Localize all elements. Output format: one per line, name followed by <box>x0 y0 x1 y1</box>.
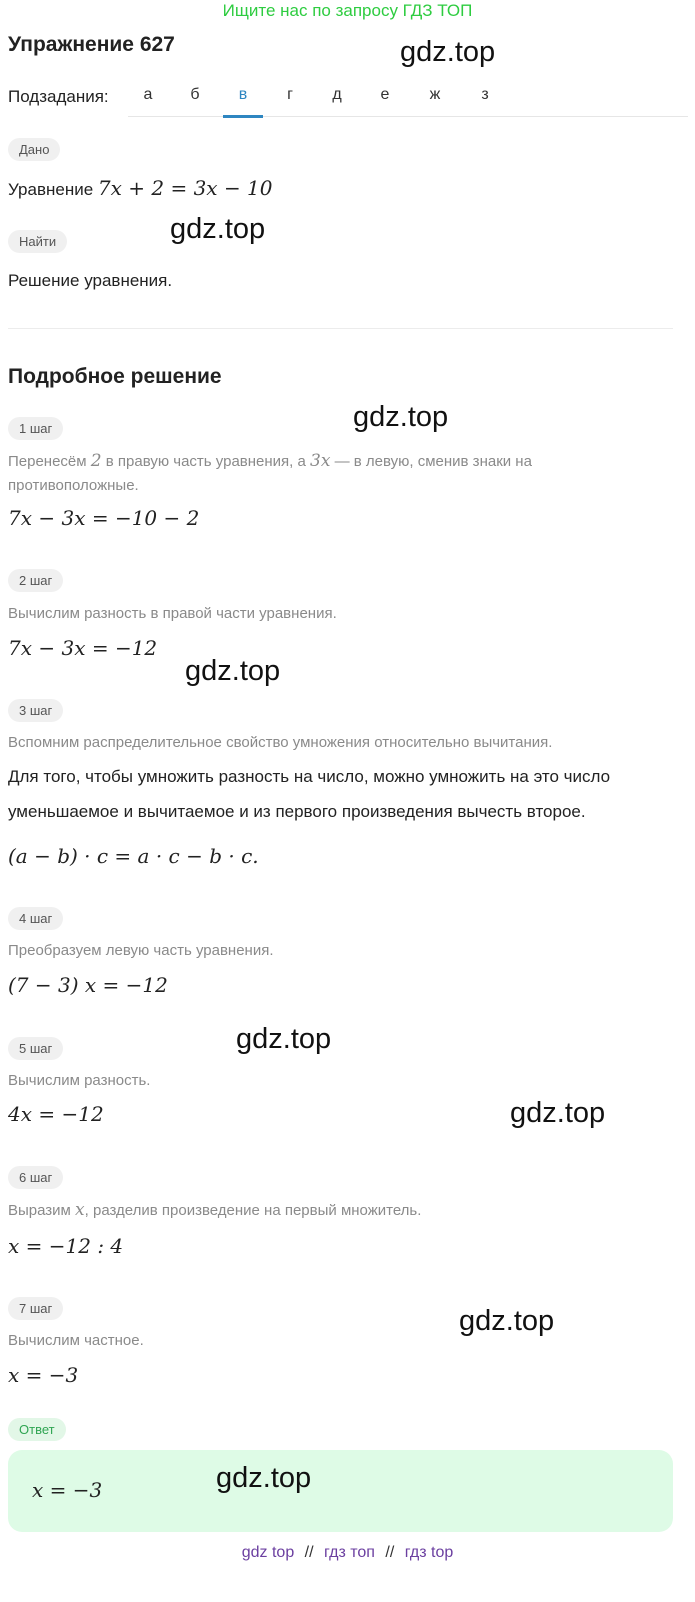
step-4-desc: Преобразуем левую часть уравнения. <box>8 942 274 959</box>
promo-banner: Ищите нас по запросу ГДЗ ТОП <box>222 1 473 20</box>
tab-z[interactable]: з <box>481 86 489 103</box>
tab-a[interactable]: а <box>143 86 153 103</box>
step-1-desc-d: противоположные. <box>8 477 139 494</box>
watermark: gdz.top <box>170 213 266 245</box>
step-3-equation: (a − b) · c = a · c − b · c. <box>8 844 259 868</box>
watermark: gdz.top <box>459 1305 555 1337</box>
subtasks-label: Подзадания: <box>8 87 109 106</box>
footer-separator: // <box>304 1544 314 1561</box>
step-1-equation: 7x − 3x = −10 − 2 <box>8 506 200 530</box>
tab-zh[interactable]: ж <box>429 86 441 103</box>
step-1-pill: 1 шаг <box>8 417 63 440</box>
watermark: gdz.top <box>400 36 496 68</box>
step-6-pill: 6 шаг <box>8 1166 63 1189</box>
step-1-desc-c: — в левую, сменив знаки на <box>334 453 532 470</box>
subtask-tabs <box>128 80 688 117</box>
watermark: gdz.top <box>185 655 281 687</box>
watermark: gdz.top <box>216 1462 312 1494</box>
tab-e[interactable]: е <box>380 86 390 103</box>
step-3-rule-line-1: Для того, чтобы умножить разность на число, можно умножить на это число <box>8 767 611 786</box>
watermark: gdz.top <box>510 1097 606 1129</box>
step-7-desc: Вычислим частное. <box>8 1332 144 1349</box>
footer-links <box>0 1544 695 1562</box>
step-7-equation: x = −3 <box>8 1363 79 1387</box>
step-3-desc: Вспомним распределительное свойство умножения относительно вычитания. <box>8 734 553 751</box>
footer-separator: // <box>385 1544 395 1561</box>
tab-v[interactable]: в <box>223 86 263 118</box>
answer-equation: x = −3 <box>32 1478 103 1502</box>
given-pill: Дано <box>8 138 60 161</box>
solution-title: Подробное решение <box>8 365 222 388</box>
answer-pill: Ответ <box>8 1418 66 1441</box>
watermark: gdz.top <box>236 1023 332 1055</box>
step-1-desc-b: в правую часть уравнения, а <box>105 453 306 470</box>
step-6-desc-a: Выразим <box>8 1202 71 1219</box>
given-statement <box>8 176 273 200</box>
step-3-pill: 3 шаг <box>8 699 63 722</box>
find-text: Решение уравнения. <box>8 271 173 290</box>
section-divider <box>8 328 673 329</box>
step-1-desc <box>8 449 678 498</box>
step-4-pill: 4 шаг <box>8 907 63 930</box>
step-2-equation: 7x − 3x = −12 <box>8 636 158 660</box>
tab-b[interactable]: б <box>190 86 200 103</box>
step-3-rule-line-2: уменьшаемое и вычитаемое и из первого произведения вычесть второе. <box>8 802 586 821</box>
given-equation: 7x + 2 = 3x − 10 <box>97 176 273 200</box>
given-text: Уравнение <box>8 180 94 199</box>
step-4-equation: (7 − 3) x = −12 <box>8 973 168 997</box>
step-5-pill: 5 шаг <box>8 1037 63 1060</box>
step-6-desc <box>8 1198 421 1223</box>
step-6-var: x <box>75 1200 85 1220</box>
step-2-desc: Вычислим разность в правой части уравнения. <box>8 605 337 622</box>
step-1-term: 3x <box>310 451 331 471</box>
step-6-desc-b: , разделив произведение на первый множитель. <box>84 1202 422 1219</box>
step-7-pill: 7 шаг <box>8 1297 63 1320</box>
step-5-desc: Вычислим разность. <box>8 1072 151 1089</box>
tab-g[interactable]: г <box>287 86 293 103</box>
step-1-num: 2 <box>90 451 102 471</box>
page-title: Упражнение 627 <box>8 33 175 56</box>
watermark: gdz.top <box>353 401 449 433</box>
answer-box <box>8 1450 673 1532</box>
find-pill: Найти <box>8 230 67 253</box>
footer-link-gdz-top[interactable]: gdz top <box>241 1544 295 1561</box>
step-5-equation: 4x = −12 <box>8 1102 104 1126</box>
step-6-equation: x = −12 : 4 <box>8 1234 124 1258</box>
step-1-desc-a: Перенесём <box>8 453 87 470</box>
step-2-pill: 2 шаг <box>8 569 63 592</box>
footer-link-gdz-top-mixed[interactable]: гдз top <box>404 1544 454 1561</box>
footer-link-gdz-top-ru[interactable]: гдз топ <box>324 1544 375 1561</box>
tab-d[interactable]: д <box>332 86 342 103</box>
